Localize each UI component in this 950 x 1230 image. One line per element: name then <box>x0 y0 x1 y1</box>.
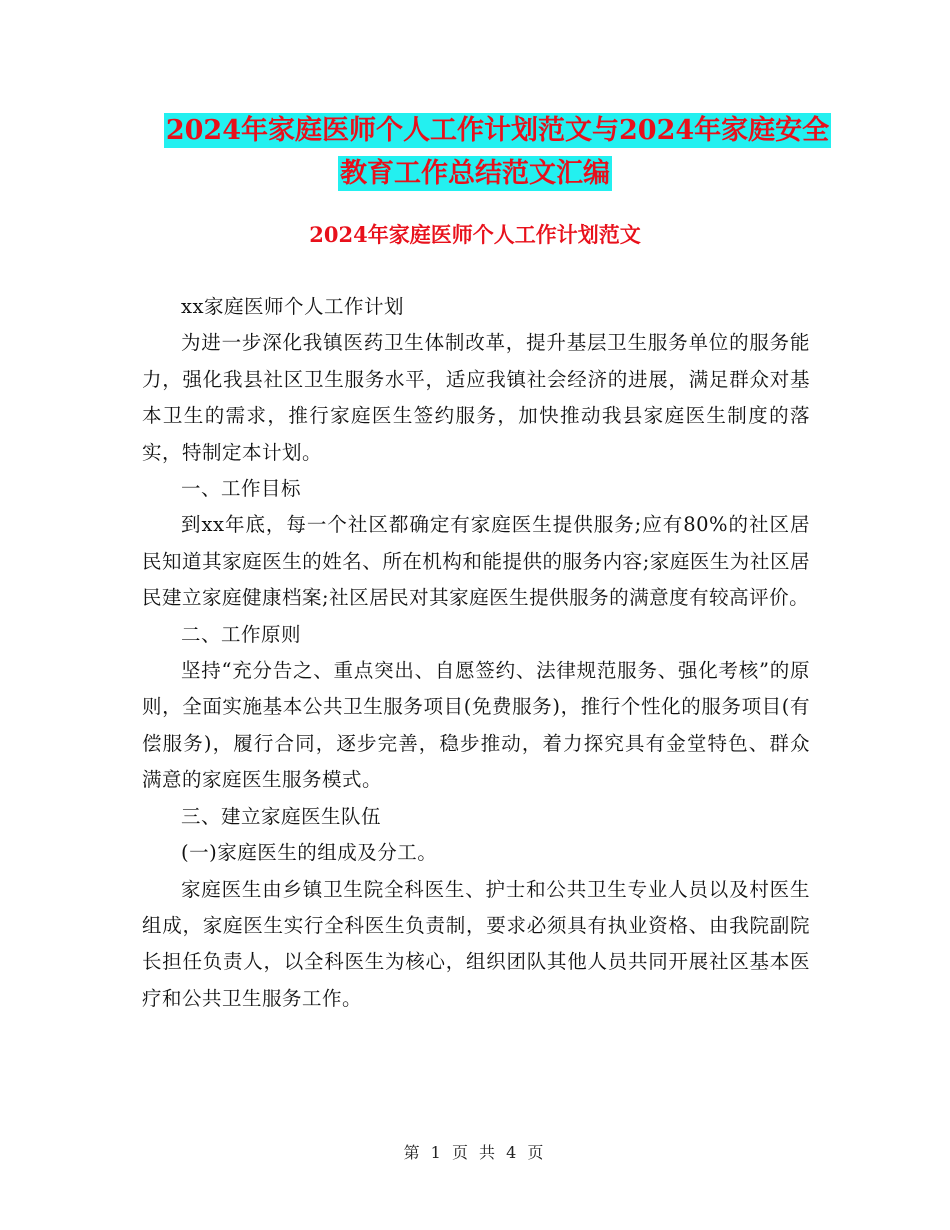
paragraph-principles: 坚持“充分告之、重点突出、自愿签约、法律规范服务、强化考核”的原则，全面实施基本公共卫生服务项目(免费服务)，推行个性化的服务项目(有偿服务)，履行合同，逐步完善，稳步推动，着力探究具有金堂特色、群众满意的家庭医生服务模式。 <box>142 659 810 792</box>
paragraph-heading-principles: 二、工作原则 <box>181 622 302 646</box>
paragraph-composition: 家庭医生由乡镇卫生院全科医生、护士和公共卫生专业人员以及村医生组成，家庭医生实行全科医生负责制，要求必须具有执业资格、由我院副院长担任负责人，以全科医生为核心，组织团队其他人员共同开展社区基本医疗和公共卫生服务工作。 <box>142 877 810 1010</box>
document-body <box>142 289 810 1017</box>
section-title: 2024年家庭医师个人工作计划范文 <box>309 222 641 247</box>
paragraph-plan-heading: xx家庭医师个人工作计划 <box>181 295 404 318</box>
paragraph-heading-goals: 一、工作目标 <box>181 477 302 501</box>
title-highlight-1: 2024年家庭医师个人工作计划范文与2024年家庭安全 <box>165 115 830 146</box>
paragraph-heading-team: 三、建立家庭医生队伍 <box>181 804 382 828</box>
document-title-line-2 <box>0 148 950 200</box>
paragraph-subheading-composition: (一)家庭医生的组成及分工。 <box>181 841 438 865</box>
page-number-footer: 第 1 页 共 4 页 <box>403 1143 547 1162</box>
paragraph-goals: 到xx年底，每一个社区都确定有家庭医生提供服务;应有80%的社区居民知道其家庭医生的姓名、所在机构和能提供的服务内容;家庭医生为社区居民建立家庭健康档案;社区居民对其家庭医生提供服务的满意度有较高评价。 <box>142 513 810 610</box>
paragraph-intro: 为进一步深化我镇医药卫生体制改革，提升基层卫生服务单位的服务能力，强化我县社区卫生服务水平，适应我镇社会经济的进展，满足群众对基本卫生的需求，推行家庭医生签约服务，加快推动我县家庭医生制度的落实，特制定本计划。 <box>142 331 810 464</box>
title-highlight-2: 教育工作总结范文汇编 <box>340 158 610 189</box>
